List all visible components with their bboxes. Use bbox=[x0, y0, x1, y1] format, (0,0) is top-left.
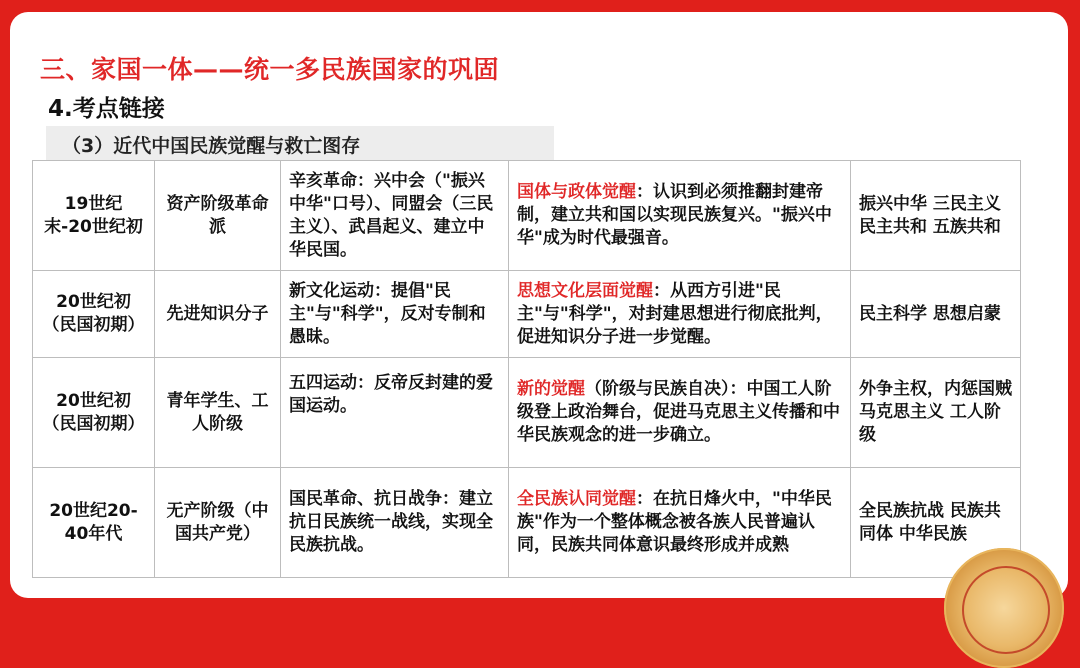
awakening-title: 国体与政体觉醒 bbox=[517, 182, 636, 202]
cell-class: 资产阶级革命派 bbox=[155, 161, 281, 271]
cell-class: 无产阶级（中国共产党） bbox=[155, 468, 281, 578]
cell-keywords: 全民族抗战 民族共同体 中华民族 bbox=[851, 468, 1021, 578]
topic-bar bbox=[46, 126, 554, 160]
awakening-text: （阶级与民族自决）：中国工人阶级登上政治舞台，促进马克思主义传播和中华民族观念的进一步确立。 bbox=[517, 379, 840, 445]
cell-keywords: 外争主权，内惩国贼 马克思主义 工人阶级 bbox=[851, 358, 1021, 468]
content-table bbox=[32, 160, 1021, 578]
cell-time: 20世纪20-40年代 bbox=[33, 468, 155, 578]
table-row bbox=[33, 468, 1021, 578]
cell-event: 辛亥革命：兴中会（"振兴中华"口号）、同盟会（三民主义）、武昌起义、建立中华民国。 bbox=[281, 161, 509, 271]
awakening-title: 思想文化层面觉醒 bbox=[517, 280, 653, 301]
decorative-seal-icon bbox=[944, 548, 1064, 668]
section-title: 三、家国一体——统一多民族国家的巩固 bbox=[40, 55, 500, 84]
cell-event: 五四运动：反帝反封建的爱国运动。 bbox=[281, 358, 509, 468]
cell-class: 先进知识分子 bbox=[155, 271, 281, 358]
cell-event: 国民革命、抗日战争：建立抗日民族统一战线，实现全民族抗战。 bbox=[281, 468, 509, 578]
cell-time: 19世纪末-20世纪初 bbox=[33, 161, 155, 271]
awakening-text: ：认识到必须推翻封建帝制，建立共和国以实现民族复兴。"振兴中华"成为时代最强音。 bbox=[517, 182, 832, 248]
table-row bbox=[33, 358, 1021, 468]
cell-event: 新文化运动：提倡"民主"与"科学"，反对专制和愚昧。 bbox=[281, 271, 509, 358]
awakening-text: ：从西方引进"民主"与"科学"，对封建思想进行彻底批判，促进知识分子进一步觉醒。 bbox=[517, 280, 833, 347]
cell-awakening bbox=[509, 468, 851, 578]
table-row bbox=[33, 271, 1021, 358]
seal-ring bbox=[962, 566, 1050, 654]
sub-title: 4.考点链接 bbox=[48, 96, 165, 122]
cell-keywords: 民主科学 思想启蒙 bbox=[851, 271, 1021, 358]
cell-awakening bbox=[509, 161, 851, 271]
awakening-text: ：在抗日烽火中，"中华民族"作为一个整体概念被各族人民普遍认同，民族共同体意识最终形成并成熟 bbox=[517, 489, 832, 555]
cell-time: 20世纪初（民国初期） bbox=[33, 271, 155, 358]
cell-class: 青年学生、工人阶级 bbox=[155, 358, 281, 468]
topic-title: （3）近代中国民族觉醒与救亡图存 bbox=[62, 135, 361, 157]
cell-time: 20世纪初（民国初期） bbox=[33, 358, 155, 468]
cell-keywords: 振兴中华 三民主义 民主共和 五族共和 bbox=[851, 161, 1021, 271]
cell-awakening bbox=[509, 358, 851, 468]
table-row bbox=[33, 161, 1021, 271]
awakening-title: 新的觉醒 bbox=[517, 379, 585, 399]
cell-awakening bbox=[509, 271, 851, 358]
awakening-title: 全民族认同觉醒 bbox=[517, 489, 636, 509]
